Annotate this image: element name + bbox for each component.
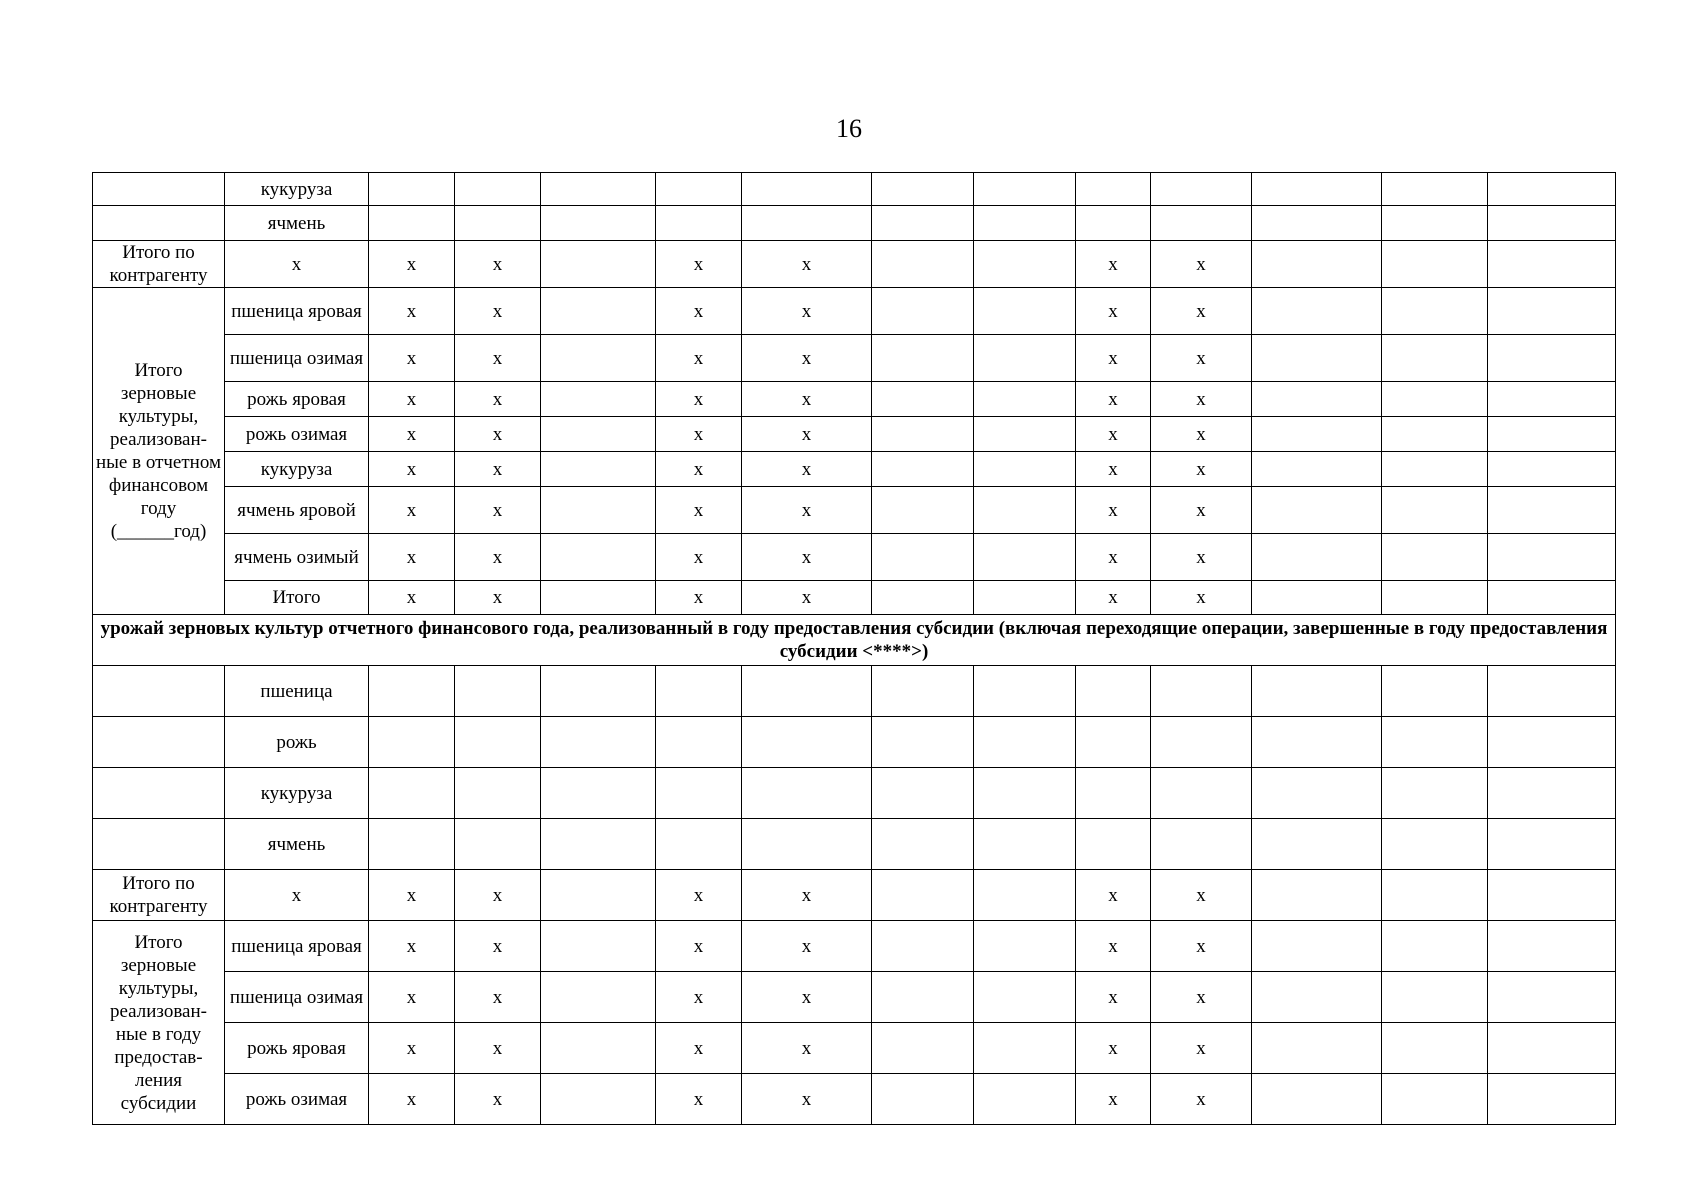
value-cell <box>1382 768 1488 819</box>
value-cell <box>656 206 742 241</box>
row-label-cell <box>93 206 225 241</box>
page-number: 16 <box>836 114 862 143</box>
value-cell <box>541 487 656 534</box>
value-cell <box>872 382 974 417</box>
mark-cell: х <box>1151 417 1252 452</box>
mark-cell: х <box>1076 487 1151 534</box>
crop-cell: пшеница озимая <box>225 972 369 1023</box>
value-cell <box>1488 581 1616 615</box>
value-cell <box>974 666 1076 717</box>
value-cell <box>1252 717 1382 768</box>
value-cell <box>541 768 656 819</box>
value-cell <box>1382 173 1488 206</box>
value-cell <box>974 972 1076 1023</box>
value-cell <box>872 1074 974 1125</box>
crop-cell: х <box>225 241 369 288</box>
mark-cell: х <box>369 972 455 1023</box>
mark-cell: х <box>369 870 455 921</box>
value-cell <box>1252 452 1382 487</box>
crop-cell: ячмень <box>225 206 369 241</box>
mark-cell: х <box>369 921 455 972</box>
value-cell <box>742 206 872 241</box>
value-cell <box>656 173 742 206</box>
table-row <box>93 870 1616 921</box>
value-cell <box>1151 717 1252 768</box>
value-cell <box>974 335 1076 382</box>
value-cell <box>656 819 742 870</box>
table-row <box>93 819 1616 870</box>
value-cell <box>974 768 1076 819</box>
value-cell <box>1382 288 1488 335</box>
value-cell <box>872 173 974 206</box>
value-cell <box>1252 487 1382 534</box>
value-cell <box>541 452 656 487</box>
crop-cell: Итого <box>225 581 369 615</box>
mark-cell: х <box>656 417 742 452</box>
value-cell <box>742 717 872 768</box>
table-row <box>93 417 1616 452</box>
value-cell <box>1488 972 1616 1023</box>
value-cell <box>1488 335 1616 382</box>
mark-cell: х <box>455 452 541 487</box>
value-cell <box>742 173 872 206</box>
value-cell <box>1252 581 1382 615</box>
report-table-body <box>93 173 1616 1125</box>
value-cell <box>1382 921 1488 972</box>
value-cell <box>1488 417 1616 452</box>
value-cell <box>656 768 742 819</box>
section-heading: урожай зерновых культур отчетного финансового года, реализованный в году предоставления субсидии (включая переходящие операции, завершенные в году предоставления субсидии <****>) <box>93 615 1616 666</box>
row-label-cell: Итого по контрагенту <box>93 241 225 288</box>
table-row <box>93 241 1616 288</box>
mark-cell: х <box>742 382 872 417</box>
value-cell <box>872 717 974 768</box>
value-cell <box>1252 206 1382 241</box>
value-cell <box>541 335 656 382</box>
mark-cell: х <box>1151 921 1252 972</box>
mark-cell: х <box>369 581 455 615</box>
table-row <box>93 173 1616 206</box>
mark-cell: х <box>656 452 742 487</box>
value-cell <box>1252 768 1382 819</box>
mark-cell: х <box>1076 534 1151 581</box>
value-cell <box>1382 1023 1488 1074</box>
mark-cell: х <box>1151 241 1252 288</box>
mark-cell: х <box>1076 417 1151 452</box>
crop-cell: ячмень озимый <box>225 534 369 581</box>
mark-cell: х <box>455 1074 541 1125</box>
report-table <box>92 172 1616 1125</box>
value-cell <box>369 206 455 241</box>
value-cell <box>369 768 455 819</box>
mark-cell: х <box>369 288 455 335</box>
mark-cell: х <box>1151 382 1252 417</box>
crop-cell: рожь яровая <box>225 382 369 417</box>
value-cell <box>974 1023 1076 1074</box>
value-cell <box>541 288 656 335</box>
value-cell <box>742 768 872 819</box>
value-cell <box>872 921 974 972</box>
crop-cell: рожь <box>225 717 369 768</box>
crop-cell: рожь озимая <box>225 1074 369 1125</box>
value-cell <box>455 173 541 206</box>
value-cell <box>872 666 974 717</box>
row-label-cell <box>93 666 225 717</box>
value-cell <box>872 972 974 1023</box>
mark-cell: х <box>1151 972 1252 1023</box>
value-cell <box>455 768 541 819</box>
table-row <box>93 382 1616 417</box>
mark-cell: х <box>656 870 742 921</box>
row-label-cell <box>93 819 225 870</box>
mark-cell: х <box>1076 452 1151 487</box>
mark-cell: х <box>742 870 872 921</box>
mark-cell: х <box>1076 1023 1151 1074</box>
value-cell <box>541 206 656 241</box>
value-cell <box>974 417 1076 452</box>
mark-cell: х <box>1076 870 1151 921</box>
mark-cell: х <box>1076 288 1151 335</box>
table-row <box>93 288 1616 335</box>
mark-cell: х <box>742 972 872 1023</box>
table-row <box>93 534 1616 581</box>
value-cell <box>541 1074 656 1125</box>
value-cell <box>1488 382 1616 417</box>
value-cell <box>541 534 656 581</box>
table-row <box>93 717 1616 768</box>
value-cell <box>656 717 742 768</box>
value-cell <box>872 241 974 288</box>
value-cell <box>1488 534 1616 581</box>
value-cell <box>1076 768 1151 819</box>
mark-cell: х <box>455 288 541 335</box>
value-cell <box>541 717 656 768</box>
mark-cell: х <box>455 382 541 417</box>
value-cell <box>455 717 541 768</box>
value-cell <box>872 288 974 335</box>
mark-cell: х <box>742 417 872 452</box>
crop-cell: пшеница яровая <box>225 921 369 972</box>
value-cell <box>1252 382 1382 417</box>
value-cell <box>1382 206 1488 241</box>
crop-cell: рожь яровая <box>225 1023 369 1074</box>
value-cell <box>1252 417 1382 452</box>
value-cell <box>974 1074 1076 1125</box>
value-cell <box>872 581 974 615</box>
value-cell <box>1488 487 1616 534</box>
crop-cell: рожь озимая <box>225 417 369 452</box>
value-cell <box>369 173 455 206</box>
value-cell <box>455 819 541 870</box>
table-row <box>93 921 1616 972</box>
mark-cell: х <box>742 288 872 335</box>
table-row <box>93 1023 1616 1074</box>
value-cell <box>1382 819 1488 870</box>
value-cell <box>541 666 656 717</box>
mark-cell: х <box>455 921 541 972</box>
value-cell <box>541 921 656 972</box>
mark-cell: х <box>455 581 541 615</box>
value-cell <box>656 666 742 717</box>
value-cell <box>541 241 656 288</box>
value-cell <box>1151 819 1252 870</box>
value-cell <box>1488 819 1616 870</box>
mark-cell: х <box>455 1023 541 1074</box>
mark-cell: х <box>1151 1023 1252 1074</box>
value-cell <box>1382 870 1488 921</box>
crop-cell: х <box>225 870 369 921</box>
mark-cell: х <box>455 870 541 921</box>
mark-cell: х <box>1076 921 1151 972</box>
crop-cell: пшеница <box>225 666 369 717</box>
value-cell <box>1076 206 1151 241</box>
mark-cell: х <box>1076 382 1151 417</box>
value-cell <box>1252 870 1382 921</box>
mark-cell: х <box>742 241 872 288</box>
value-cell <box>1488 1074 1616 1125</box>
mark-cell: х <box>455 534 541 581</box>
value-cell <box>974 206 1076 241</box>
value-cell <box>1382 487 1488 534</box>
value-cell <box>872 452 974 487</box>
value-cell <box>872 487 974 534</box>
mark-cell: х <box>1151 1074 1252 1125</box>
value-cell <box>369 819 455 870</box>
value-cell <box>1252 534 1382 581</box>
row-label-cell <box>93 768 225 819</box>
value-cell <box>1252 173 1382 206</box>
value-cell <box>974 288 1076 335</box>
value-cell <box>1488 173 1616 206</box>
value-cell <box>541 819 656 870</box>
crop-cell: ячмень яровой <box>225 487 369 534</box>
value-cell <box>1488 1023 1616 1074</box>
mark-cell: х <box>1076 335 1151 382</box>
mark-cell: х <box>742 921 872 972</box>
row-label-cell <box>93 173 225 206</box>
mark-cell: х <box>656 335 742 382</box>
mark-cell: х <box>1151 581 1252 615</box>
value-cell <box>1382 382 1488 417</box>
value-cell <box>1382 452 1488 487</box>
value-cell <box>1382 1074 1488 1125</box>
value-cell <box>1488 241 1616 288</box>
table-row <box>93 1074 1616 1125</box>
value-cell <box>872 768 974 819</box>
value-cell <box>1151 768 1252 819</box>
mark-cell: х <box>656 972 742 1023</box>
table-row <box>93 581 1616 615</box>
value-cell <box>872 335 974 382</box>
value-cell <box>541 173 656 206</box>
value-cell <box>455 206 541 241</box>
value-cell <box>541 972 656 1023</box>
value-cell <box>1382 417 1488 452</box>
value-cell <box>1488 870 1616 921</box>
value-cell <box>1382 534 1488 581</box>
value-cell <box>872 1023 974 1074</box>
mark-cell: х <box>369 1074 455 1125</box>
mark-cell: х <box>656 241 742 288</box>
mark-cell: х <box>656 921 742 972</box>
value-cell <box>974 581 1076 615</box>
mark-cell: х <box>742 581 872 615</box>
mark-cell: х <box>656 288 742 335</box>
row-label-cell: Итого зерновые культуры, реализован-ные в отчетном финансовом году (______год) <box>93 288 225 615</box>
value-cell <box>974 487 1076 534</box>
mark-cell: х <box>1151 487 1252 534</box>
value-cell <box>1488 666 1616 717</box>
value-cell <box>1382 335 1488 382</box>
mark-cell: х <box>656 1074 742 1125</box>
value-cell <box>1382 581 1488 615</box>
table-row <box>93 768 1616 819</box>
value-cell <box>541 417 656 452</box>
value-cell <box>1488 717 1616 768</box>
value-cell <box>1488 206 1616 241</box>
mark-cell: х <box>742 534 872 581</box>
mark-cell: х <box>455 487 541 534</box>
value-cell <box>872 206 974 241</box>
mark-cell: х <box>656 581 742 615</box>
value-cell <box>541 581 656 615</box>
mark-cell: х <box>656 382 742 417</box>
value-cell <box>872 417 974 452</box>
mark-cell: х <box>455 972 541 1023</box>
value-cell <box>1151 666 1252 717</box>
mark-cell: х <box>369 335 455 382</box>
value-cell <box>974 717 1076 768</box>
mark-cell: х <box>742 487 872 534</box>
table-row <box>93 666 1616 717</box>
value-cell <box>974 534 1076 581</box>
table-row <box>93 487 1616 534</box>
value-cell <box>1382 717 1488 768</box>
mark-cell: х <box>369 417 455 452</box>
value-cell <box>974 921 1076 972</box>
section-heading-row <box>93 615 1616 666</box>
value-cell <box>369 717 455 768</box>
crop-cell: пшеница яровая <box>225 288 369 335</box>
mark-cell: х <box>369 452 455 487</box>
value-cell <box>1076 717 1151 768</box>
value-cell <box>974 382 1076 417</box>
crop-cell: пшеница озимая <box>225 335 369 382</box>
value-cell <box>1076 666 1151 717</box>
mark-cell: х <box>369 487 455 534</box>
mark-cell: х <box>742 335 872 382</box>
row-label-cell: Итого по контрагенту <box>93 870 225 921</box>
mark-cell: х <box>369 382 455 417</box>
mark-cell: х <box>656 534 742 581</box>
crop-cell: кукуруза <box>225 173 369 206</box>
value-cell <box>1252 241 1382 288</box>
table-row <box>93 452 1616 487</box>
mark-cell: х <box>1151 335 1252 382</box>
value-cell <box>1076 173 1151 206</box>
value-cell <box>872 819 974 870</box>
value-cell <box>1252 288 1382 335</box>
mark-cell: х <box>1151 452 1252 487</box>
value-cell <box>1252 666 1382 717</box>
mark-cell: х <box>1076 581 1151 615</box>
value-cell <box>1076 819 1151 870</box>
row-label-cell <box>93 717 225 768</box>
mark-cell: х <box>1076 972 1151 1023</box>
value-cell <box>1252 921 1382 972</box>
value-cell <box>872 534 974 581</box>
mark-cell: х <box>742 1023 872 1074</box>
crop-cell: кукуруза <box>225 768 369 819</box>
value-cell <box>541 1023 656 1074</box>
mark-cell: х <box>656 1023 742 1074</box>
value-cell <box>1252 819 1382 870</box>
value-cell <box>1252 972 1382 1023</box>
mark-cell: х <box>1151 288 1252 335</box>
mark-cell: х <box>455 241 541 288</box>
table-row <box>93 972 1616 1023</box>
mark-cell: х <box>742 452 872 487</box>
value-cell <box>455 666 541 717</box>
value-cell <box>872 870 974 921</box>
value-cell <box>1382 972 1488 1023</box>
table-row <box>93 335 1616 382</box>
row-label-cell: Итого зерновые культуры, реализован-ные в году предостав-ления субсидии <box>93 921 225 1125</box>
crop-cell: кукуруза <box>225 452 369 487</box>
value-cell <box>742 819 872 870</box>
value-cell <box>1151 173 1252 206</box>
value-cell <box>541 870 656 921</box>
value-cell <box>742 666 872 717</box>
mark-cell: х <box>1076 241 1151 288</box>
value-cell <box>1382 666 1488 717</box>
value-cell <box>1488 452 1616 487</box>
value-cell <box>974 452 1076 487</box>
value-cell <box>974 173 1076 206</box>
mark-cell: х <box>369 241 455 288</box>
value-cell <box>1488 921 1616 972</box>
value-cell <box>1488 768 1616 819</box>
mark-cell: х <box>656 487 742 534</box>
value-cell <box>1488 288 1616 335</box>
value-cell <box>369 666 455 717</box>
mark-cell: х <box>1151 870 1252 921</box>
mark-cell: х <box>1076 1074 1151 1125</box>
value-cell <box>974 870 1076 921</box>
value-cell <box>974 241 1076 288</box>
mark-cell: х <box>455 335 541 382</box>
crop-cell: ячмень <box>225 819 369 870</box>
value-cell <box>1252 1074 1382 1125</box>
value-cell <box>1382 241 1488 288</box>
mark-cell: х <box>369 1023 455 1074</box>
mark-cell: х <box>369 534 455 581</box>
value-cell <box>974 819 1076 870</box>
mark-cell: х <box>455 417 541 452</box>
mark-cell: х <box>1151 534 1252 581</box>
value-cell <box>1151 206 1252 241</box>
value-cell <box>541 382 656 417</box>
table-row <box>93 206 1616 241</box>
value-cell <box>1252 1023 1382 1074</box>
value-cell <box>1252 335 1382 382</box>
mark-cell: х <box>742 1074 872 1125</box>
